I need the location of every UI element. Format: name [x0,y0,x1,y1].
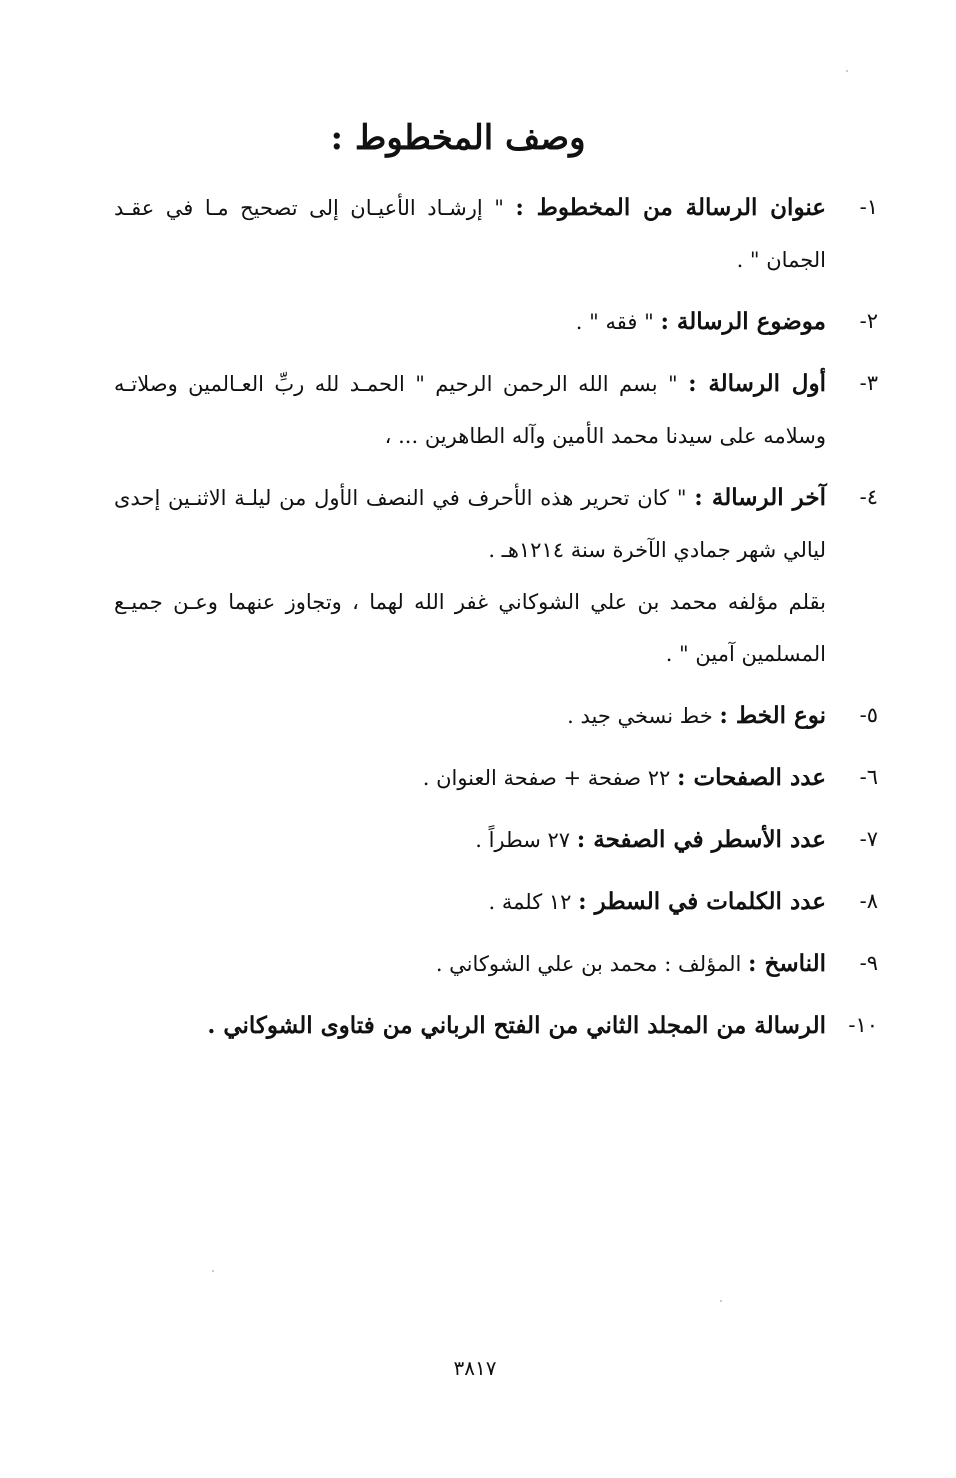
item-number: ٧- [859,827,878,851]
paper-speck [720,1300,722,1302]
item-text: ٢٢ صفحة + صفحة العنوان . [422,766,671,790]
list-item-subject [114,296,878,348]
item-number: ١- [859,195,878,219]
item-text: ٢٧ سطراً . [475,828,571,852]
list-item-ending [114,472,878,680]
list-item-script [114,690,878,742]
item-body [114,938,826,990]
item-body [114,182,826,286]
item-label: عدد الكلمات في السطر : [578,888,826,915]
section-heading: وصف المخطوط : [330,118,586,158]
item-body [114,814,826,866]
list-item-source [114,1000,878,1052]
item-body [114,1000,826,1052]
item-number: ٥- [859,703,878,727]
item-text: خط نسخي جيد . [567,704,713,728]
description-list [114,182,878,1062]
item-label: أول الرسالة : [688,370,826,397]
item-body [114,752,826,804]
item-label: عنوان الرسالة من المخطوط : [515,194,826,221]
list-item-opening [114,358,878,462]
item-text-continuation: بقلم مؤلفه محمد بن علي الشوكاني غفر الله لهما ، وتجاوز عنهما وعـن جميـع المسلمين آمين " . [114,590,826,666]
item-body [114,690,826,742]
paper-speck [846,70,848,72]
item-text: " إرشـاد الأعيـان إلى تصحيح مـا في عقـد الجمان " . [114,196,826,272]
item-text: ١٢ كلمة . [488,890,572,914]
item-label: الناسخ : [748,950,826,977]
item-number: ٨- [859,889,878,913]
list-item-title [114,182,878,286]
item-label: عدد الأسطر في الصفحة : [576,826,826,853]
list-item-words [114,876,878,928]
item-body [114,876,826,928]
list-item-copyist [114,938,878,990]
item-body [114,296,826,348]
item-text: " فقه " . [575,310,654,334]
item-number: ٣- [859,371,878,395]
item-label: الرسالة من المجلد الثاني من الفتح الرباني من فتاوى الشوكاني . [207,1012,826,1039]
list-item-pages [114,752,878,804]
item-number: ٦- [859,765,878,789]
item-label: موضوع الرسالة : [660,308,826,335]
item-label: آخر الرسالة : [694,484,826,511]
page-number: ٣٨١٧ [453,1356,497,1380]
list-item-lines [114,814,878,866]
item-number: ٤- [859,485,878,509]
paper-speck [212,1270,214,1272]
item-body [114,358,826,462]
item-text: " كان تحرير هذه الأحرف في النصف الأول من ليلـة الاثنـين إحدى ليالي شهر جمادي الآخرة سنة ١٢١٤هـ . [114,486,826,562]
item-number: ٩- [859,951,878,975]
item-body [114,472,826,680]
item-label: نوع الخط : [719,702,826,729]
item-number: ١٠- [848,1013,878,1037]
item-label: عدد الصفحات : [676,764,826,791]
item-text: المؤلف : محمد بن علي الشوكاني . [435,952,742,976]
item-text: " بسم الله الرحمن الرحيم " الحمـد لله ربِّ العـالمين وصلاتـه وسلامه على سيدنا محمد الأمين وآله الطاهرين ... ، [114,372,826,448]
item-number: ٢- [859,309,878,333]
